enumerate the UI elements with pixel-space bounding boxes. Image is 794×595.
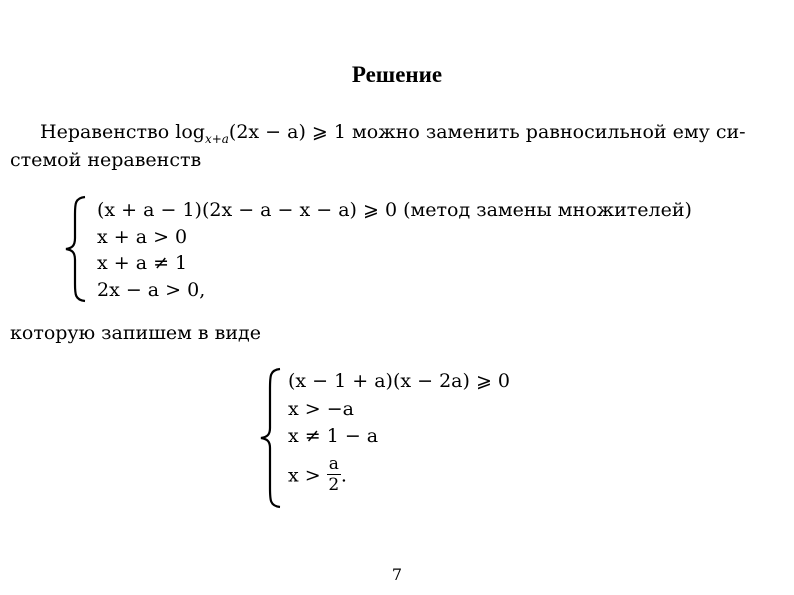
log-argument: (2x − a) ⩾ 1 bbox=[228, 121, 353, 143]
system-1-row-4: 2x − a > 0, bbox=[97, 279, 206, 301]
system-1-row-2: x + a > 0 bbox=[97, 226, 188, 248]
system-1-row-1 bbox=[97, 199, 692, 221]
system-2-row-1: (x − 1 + a)(x − 2a) ⩾ 0 bbox=[288, 370, 510, 392]
system-2-row-3: x ≠ 1 − a bbox=[288, 425, 379, 447]
page-number: 7 bbox=[391, 565, 403, 584]
intro-end: можно заменить равносильной ему си- bbox=[352, 121, 746, 143]
log-operator: log bbox=[175, 121, 205, 143]
system-2-expr-4-prefix: x > bbox=[288, 464, 327, 487]
intro-start: Неравенство bbox=[40, 121, 176, 143]
system-2-row-4 bbox=[288, 456, 347, 497]
intro-line-2: стемой неравенств bbox=[10, 149, 202, 171]
intro-line-1 bbox=[40, 121, 746, 146]
section-title: Решение bbox=[351, 62, 443, 87]
transition-text: которую запишем в виде bbox=[10, 322, 261, 344]
log-base: x+a bbox=[204, 132, 229, 146]
system-1-brace bbox=[63, 194, 89, 304]
system-2-row-2: x > −a bbox=[288, 398, 354, 420]
system-1-expr-1: (x + a − 1)(2x − a − x − a) ⩾ 0 bbox=[97, 199, 398, 221]
system-2-expr-4-suffix: . bbox=[340, 464, 347, 487]
system-1-note: (метод замены множителей) bbox=[397, 199, 692, 221]
fraction-denominator: 2 bbox=[328, 475, 340, 495]
system-1-row-3: x + a ≠ 1 bbox=[97, 252, 188, 274]
fraction-numerator: a bbox=[328, 454, 339, 474]
system-2-brace bbox=[258, 366, 284, 510]
fraction-a-over-2 bbox=[327, 454, 341, 495]
